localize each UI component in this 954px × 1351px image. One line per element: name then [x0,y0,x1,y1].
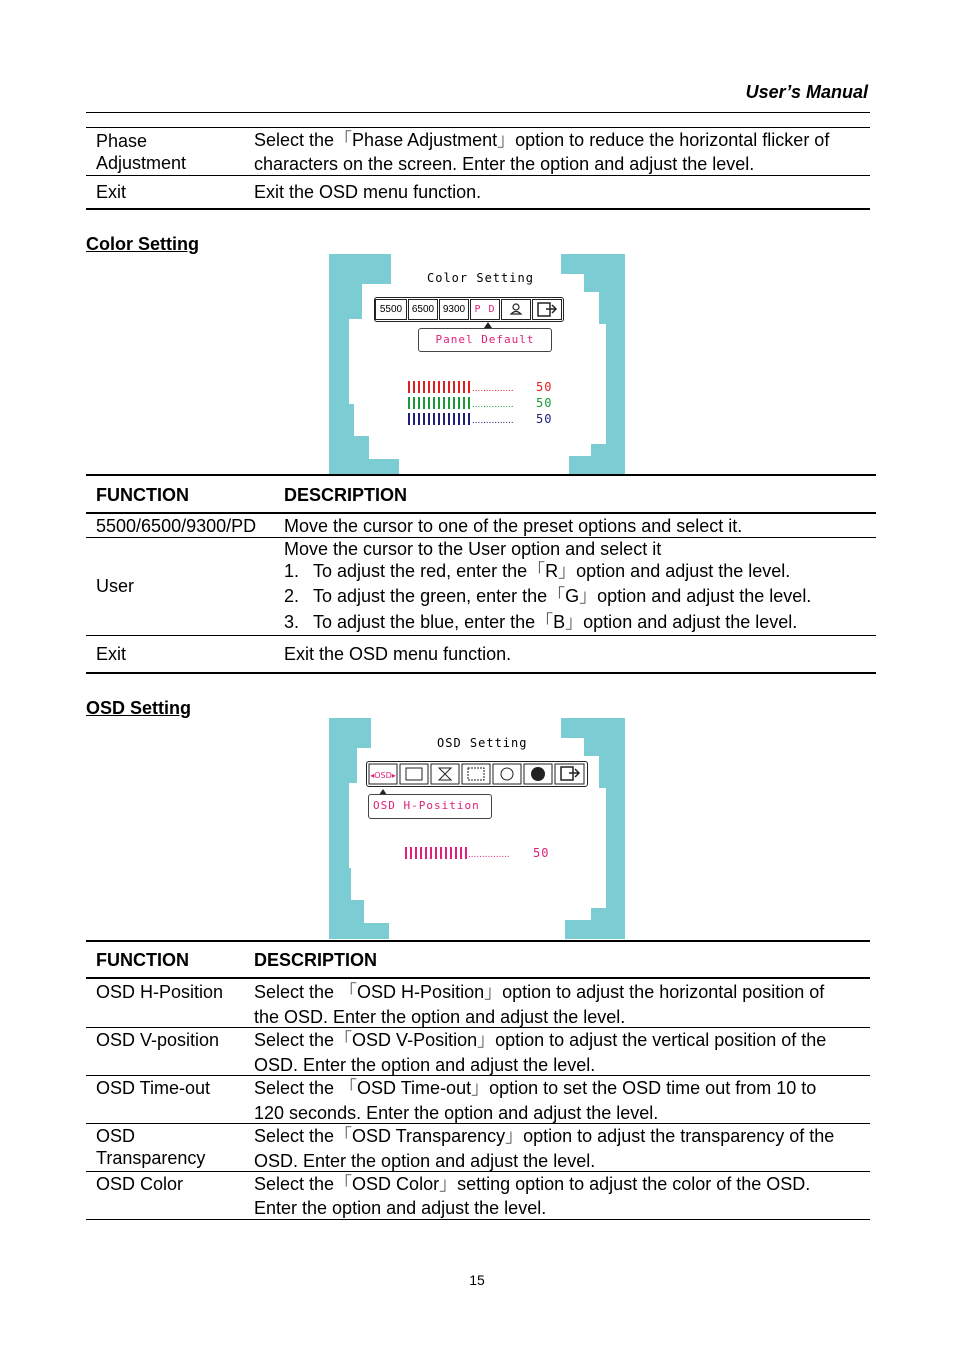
osd-frame [329,718,625,939]
osd-title: OSD Setting [437,736,528,750]
row-description: Select the「OSD Color」setting option to adjust the color of the OSD. [254,1174,811,1194]
row-description: characters on the screen. Enter the option and adjust the level. [254,154,755,174]
osd-level-value: 50 [533,846,550,860]
table-bottom-rule [86,1219,870,1220]
row-function: OSD Color [96,1174,184,1194]
row-description: the OSD. Enter the option and adjust the level. [254,1007,626,1027]
osd-tab-pd[interactable]: P D [470,299,500,320]
row-function: Exit [96,644,127,664]
language-icon[interactable] [524,764,552,784]
table-divider [86,635,876,636]
row-description: Select the「Phase Adjustment」option to reduce the horizontal flicker of [254,130,830,150]
exit-icon[interactable] [532,299,562,320]
page-number: 15 [469,1272,485,1288]
list-item-number: 1. [284,561,300,581]
column-header-description: DESCRIPTION [254,950,378,970]
osd-color-icon[interactable] [493,764,521,784]
osd-timeout-icon[interactable] [431,764,459,784]
row-function: Transparency [96,1148,206,1168]
row-description: Select the「OSD Transparency」option to adjust the transparency of the [254,1126,835,1146]
row-description: Select the 「OSD H-Position」option to adjust the horizontal position of [254,982,825,1002]
row-function: Exit [96,182,127,202]
row-description: Move the cursor to one of the preset options and select it. [284,516,743,536]
section-title-osd-setting: OSD Setting [86,698,192,718]
osd-frame [329,254,625,474]
row-function: OSD H-Position [96,982,224,1002]
row-function: 5500/6500/9300/PD [96,516,257,536]
blue-level-value: 50 [536,412,553,426]
row-description: Exit the OSD menu function. [284,644,512,664]
red-level-bar[interactable] [408,381,470,393]
osd-v-position-icon[interactable] [400,764,428,784]
osd-title: Color Setting [427,271,534,285]
list-item: To adjust the red, enter the「R」option and adjust the level. [313,561,791,581]
user-icon[interactable] [501,299,531,320]
exit-icon[interactable] [555,764,584,784]
list-item-number: 2. [284,586,300,606]
row-description: Select the「OSD V-Position」option to adjust the vertical position of the [254,1030,827,1050]
row-function: OSD V-position [96,1030,220,1050]
osd-setting-screenshot [329,718,625,939]
row-description: Select the 「OSD Time-out」option to set the OSD time out from 10 to [254,1078,817,1098]
osd-level-bar[interactable] [405,847,467,859]
table-bottom-rule [86,208,870,210]
table-top-rule [86,940,870,942]
section-title-color-setting: Color Setting [86,234,199,254]
table-bottom-rule [86,672,876,674]
list-item: To adjust the green, enter the「G」option and adjust the level. [313,586,812,606]
column-header-function: FUNCTION [96,485,189,505]
red-level-value: 50 [536,380,553,394]
row-description: Enter the option and adjust the level. [254,1198,547,1218]
header-rule [86,977,870,979]
table-top-rule [86,474,876,476]
osd-tooltip: OSD H-Position [368,794,492,819]
list-item-number: 3. [284,612,300,632]
column-header-description: DESCRIPTION [284,485,408,505]
column-header-function: FUNCTION [96,950,189,970]
osd-tooltip: Panel Default [418,328,552,352]
row-description: Move the cursor to the User option and select it [284,539,662,559]
row-description: Exit the OSD menu function. [254,182,482,202]
osd-level-dots: ............... [468,849,510,860]
row-function: Adjustment [96,153,187,173]
blue-level-bar[interactable] [408,413,470,425]
svg-text:◂OSD▸: ◂OSD▸ [370,771,396,780]
color-setting-screenshot [329,254,625,474]
green-level-dots: ............... [472,399,514,410]
table-divider [86,175,870,176]
green-level-value: 50 [536,396,553,410]
osd-tab-5500[interactable]: 5500 [375,299,407,320]
osd-tab-9300[interactable]: 9300 [439,299,469,320]
red-level-dots: ............... [472,383,514,394]
osd-icon-row [368,763,586,785]
osd-tab-6500[interactable]: 6500 [408,299,438,320]
row-function: User [96,576,135,596]
list-item: To adjust the blue, enter the「B」option and adjust the level. [313,612,798,632]
header-title: User’s Manual [745,82,868,102]
osd-h-position-icon[interactable] [369,764,397,784]
row-function: OSD Time-out [96,1078,211,1098]
osd-transparency-icon[interactable] [462,764,490,784]
row-description: OSD. Enter the option and adjust the level. [254,1151,596,1171]
green-level-bar[interactable] [408,397,470,409]
row-description: 120 seconds. Enter the option and adjust the level. [254,1103,659,1123]
row-function: OSD [96,1126,136,1146]
blue-level-dots: ............... [472,415,514,426]
row-function: Phase [96,131,148,151]
row-description: OSD. Enter the option and adjust the level. [254,1055,596,1075]
header-rule [86,112,870,113]
